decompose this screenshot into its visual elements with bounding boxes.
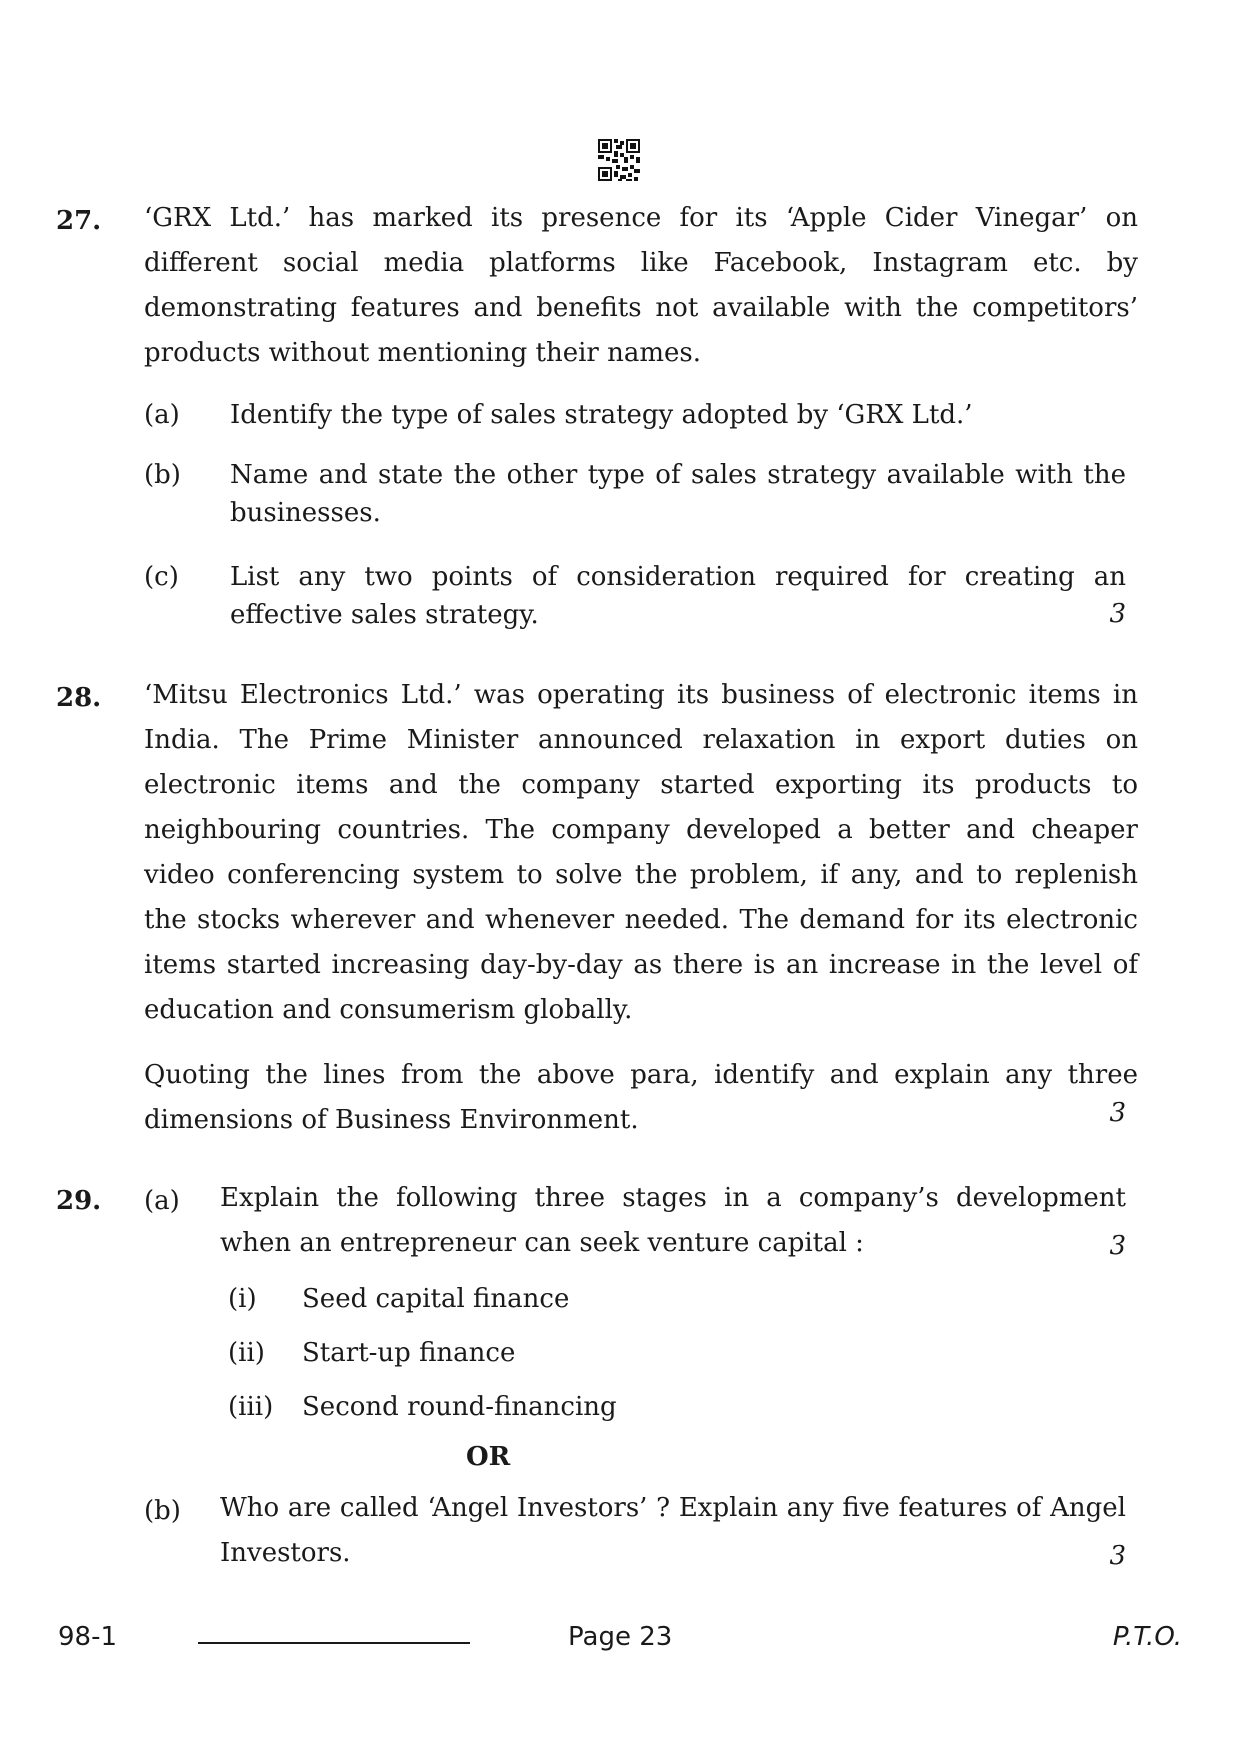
question-number: 28. bbox=[56, 683, 102, 713]
question-number: 27. bbox=[56, 206, 102, 236]
roman-text: Start-up finance bbox=[302, 1338, 516, 1368]
question-text: ‘Mitsu Electronics Ltd.’ was operating its business of electronic items in India. The Prime Minister announced relaxation in export duties on electronic items and the company started exporting its products to neighbouring countries. The company developed a better and cheaper video conferencing system to solve the problem, if any, and to replenish the stocks wherever and whenever needed. The demand for its electronic items started increasing day-by-day as there is an increase in the level of education and consumerism globally. bbox=[144, 680, 1138, 1025]
roman-label: (iii) bbox=[228, 1392, 274, 1422]
part-label: (b) bbox=[144, 460, 181, 490]
roman-text: Second round-financing bbox=[302, 1392, 617, 1422]
part-label: (a) bbox=[144, 400, 180, 430]
paper-code: 98-1 bbox=[58, 1622, 118, 1652]
part-text: Identify the type of sales strategy adopted by ‘GRX Ltd.’ bbox=[230, 400, 973, 430]
part-label: (b) bbox=[144, 1496, 181, 1526]
page-footer bbox=[58, 1622, 1182, 1662]
marks: 3 bbox=[1109, 1541, 1126, 1571]
roman-label: (i) bbox=[228, 1284, 257, 1314]
page-number: Page 23 bbox=[568, 1622, 673, 1652]
part-label: (a) bbox=[144, 1186, 180, 1216]
pto-label: P.T.O. bbox=[1112, 1622, 1182, 1652]
part-text: Who are called ‘Angel Investors’ ? Explain any five features of Angel Investors. bbox=[220, 1493, 1126, 1568]
marks: 3 bbox=[1109, 599, 1126, 629]
footer-rule bbox=[198, 1642, 470, 1644]
question-number: 29. bbox=[56, 1186, 102, 1216]
question-text: ‘GRX Ltd.’ has marked its presence for its ‘Apple Cider Vinegar’ on different social media platforms like Facebook, Instagram etc. by demonstrating features and benefits not available with the competitors’ products without mentioning their names. bbox=[144, 203, 1138, 368]
part-text: List any two points of consideration required for creating an effective sales strategy. bbox=[230, 562, 1126, 630]
roman-text: Seed capital finance bbox=[302, 1284, 570, 1314]
marks: 3 bbox=[1109, 1231, 1126, 1261]
marks: 3 bbox=[1109, 1098, 1126, 1128]
qr-code-icon bbox=[598, 139, 640, 181]
question-instruction: Quoting the lines from the above para, identify and explain any three dimensions of Business Environment. bbox=[144, 1060, 1138, 1135]
part-label: (c) bbox=[144, 562, 179, 592]
or-separator: OR bbox=[466, 1442, 511, 1472]
part-text: Name and state the other type of sales strategy available with the businesses. bbox=[230, 460, 1126, 528]
roman-label: (ii) bbox=[228, 1338, 265, 1368]
part-text: Explain the following three stages in a company’s development when an entrepreneur can seek venture capital : bbox=[220, 1183, 1126, 1258]
